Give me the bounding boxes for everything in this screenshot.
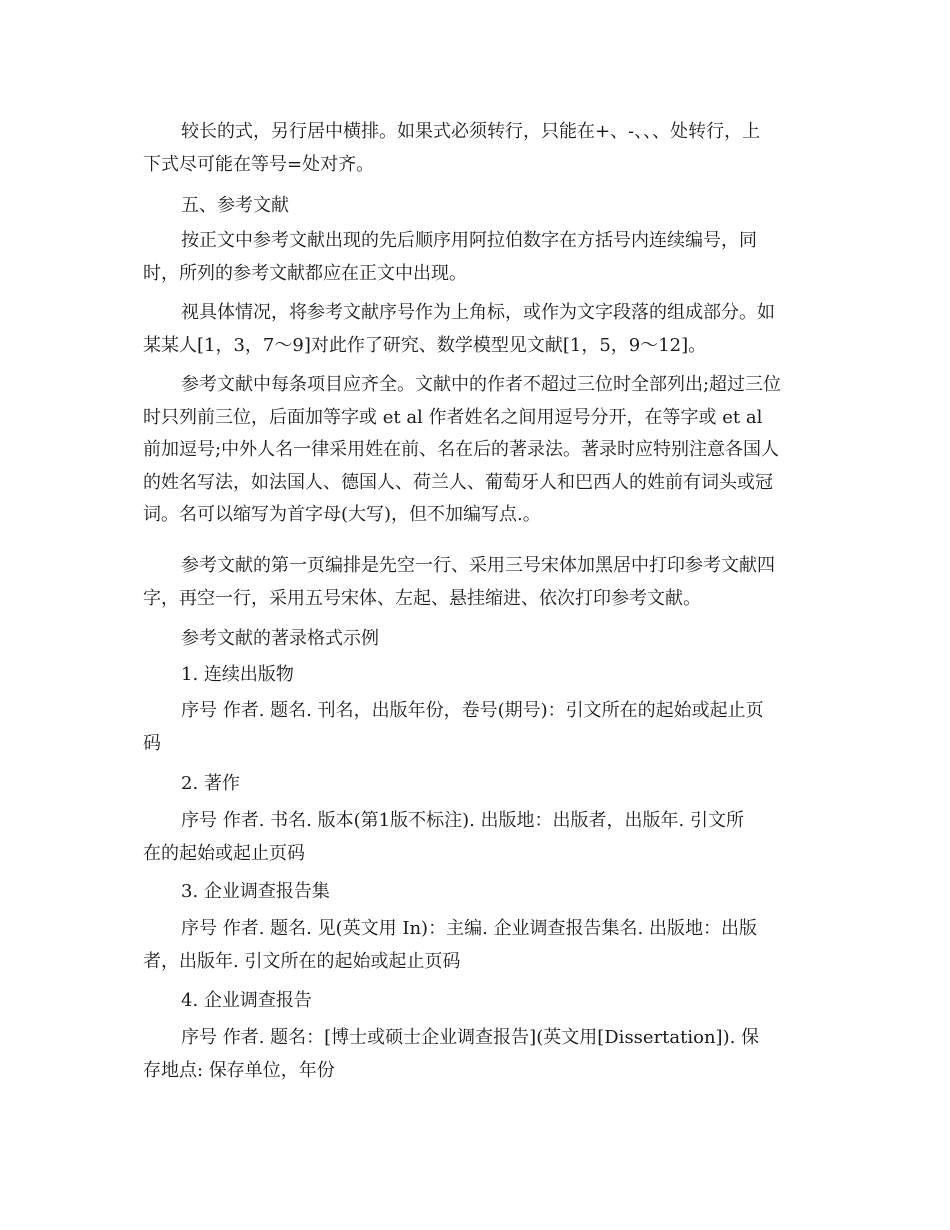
list-item-heading-serials (143, 659, 813, 692)
text-line: 1. 连续出版物 (181, 664, 294, 685)
format-example-report-collection (143, 913, 813, 978)
format-example-report (143, 1022, 813, 1087)
text-line: 2. 著作 (181, 773, 240, 794)
text-line: 按正文中参考文献出现的先后顺序用阿拉伯数字在方括号内连续编号，同 (181, 230, 757, 251)
section-heading-references (143, 190, 813, 223)
list-item-heading-report-collection (143, 876, 813, 909)
paragraph-citation-marker (143, 297, 813, 362)
text-line: 视具体情况，将参考文献序号作为上角标，或作为文字段落的组成部分。如 (181, 302, 775, 323)
text-line: 参考文献的第一页编排是先空一行、采用三号宋体加黑居中打印参考文献四 (181, 555, 775, 576)
text-line: 时只列前三位，后面加等字或 et al 作者姓名之间用逗号分开，在等字或 et al (143, 406, 763, 428)
text-line: 序号 作者. 题名. 刊名，出版年份，卷号(期号)：引文所在的起始或起止页 (181, 700, 764, 721)
paragraph-formula-layout (143, 116, 813, 181)
list-item-heading-books (143, 768, 813, 801)
text-line: 时，所列的参考文献都应在正文中出现。 (143, 262, 467, 284)
text-line: 3. 企业调查报告集 (181, 881, 330, 902)
text-line: 字，再空一行，采用五号宋体、左起、悬挂缩进、依次打印参考文献。 (143, 587, 701, 609)
text-line: 某某人[1，3，7～9]对此作了研究、数学模型见文献[1，5，9～12]。 (143, 334, 707, 356)
text-line: 存地点: 保存单位，年份 (143, 1059, 335, 1081)
text-line: 较长的式，另行居中横排。如果式必须转行，只能在+、-、、、处转行，上 (181, 121, 761, 142)
text-line: 序号 作者. 书名. 版本(第1版不标注). 出版地：出版者，出版年. 引文所 (181, 810, 744, 831)
text-line: 参考文献的著录格式示例 (181, 628, 379, 649)
text-line: 词。名可以缩写为首字母(大写)，但不加编写点.。 (143, 504, 541, 526)
format-example-books (143, 805, 813, 870)
text-line: 下式尽可能在等号=处对齐。 (143, 153, 375, 175)
text-line: 序号 作者. 题名. 见(英文用 In)：主编. 企业调查报告集名. 出版地：出版 (181, 918, 757, 939)
paragraph-numbering-order (143, 225, 813, 290)
text-line: 码 (143, 732, 161, 754)
text-line: 的姓名写法，如法国人、德国人、荷兰人、葡萄牙人和巴西人的姓前有词头或冠 (143, 471, 773, 493)
text-line: 在的起始或起止页码 (143, 842, 305, 864)
text-line: 4. 企业调查报告 (181, 990, 312, 1011)
text-line: 参考文献中每条项目应齐全。文献中的作者不超过三位时全部列出;超过三位 (181, 374, 782, 395)
format-example-serials (143, 695, 813, 760)
paragraph-first-page-layout (143, 550, 813, 615)
subheading-format-examples (143, 623, 813, 656)
text-line: 序号 作者. 题名：[博士或硕士企业调查报告](英文用[Dissertation]). 保 (181, 1027, 760, 1048)
paragraph-author-rules (143, 369, 813, 532)
heading-text: 五、参考文献 (181, 195, 289, 216)
text-line: 者，出版年. 引文所在的起始或起止页码 (143, 950, 461, 972)
text-line: 前加逗号;中外人名一律采用姓在前、名在后的著录法。著录时应特别注意各国人 (143, 439, 780, 461)
list-item-heading-report (143, 985, 813, 1018)
